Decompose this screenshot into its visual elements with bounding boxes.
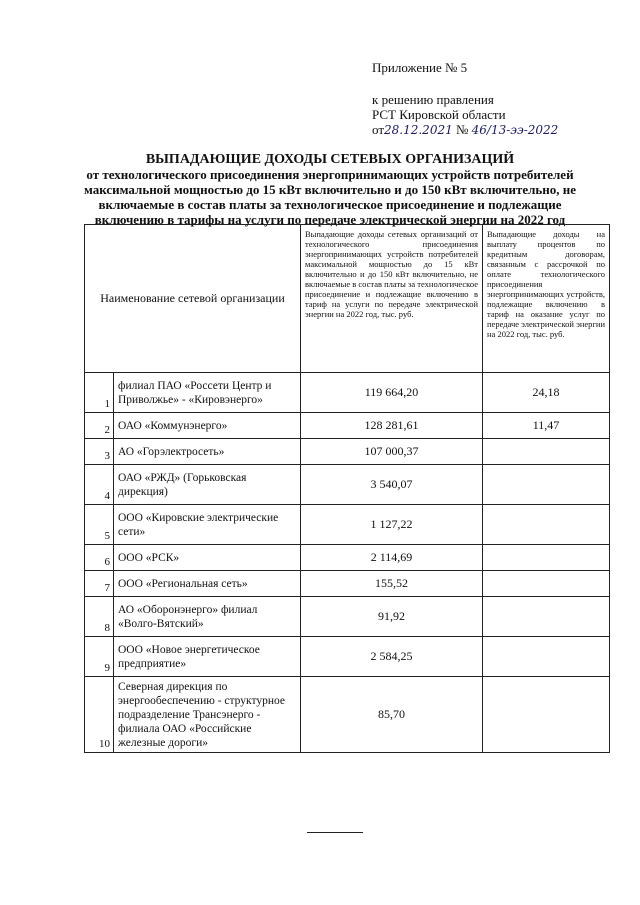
row-value-2: 11,47: [483, 413, 610, 439]
attachment-label: Приложение № 5: [372, 60, 468, 75]
table-row: [85, 677, 610, 753]
row-name: ООО «Региональная сеть»: [114, 571, 301, 597]
row-value-2: [483, 545, 610, 571]
row-number: 6: [85, 545, 114, 571]
title-line-1: ВЫПАДАЮЩИЕ ДОХОДЫ СЕТЕВЫХ ОРГАНИЗАЦИЙ: [145, 152, 515, 167]
row-number: 10: [85, 677, 114, 753]
row-value-1: 107 000,37: [301, 439, 483, 465]
table-row: [85, 597, 610, 637]
row-name: ООО «Новое энергетическое предприятие»: [114, 637, 301, 677]
row-number: 8: [85, 597, 114, 637]
decision-line-2: РСТ Кировской области: [372, 107, 506, 122]
row-value-1: 91,92: [301, 597, 483, 637]
row-number: 5: [85, 505, 114, 545]
table-row: [85, 413, 610, 439]
document-title: [70, 152, 590, 227]
row-number: 2: [85, 413, 114, 439]
row-number: 1: [85, 373, 114, 413]
row-name: ОАО «РЖД» (Горьковская дирекция): [114, 465, 301, 505]
row-number: 9: [85, 637, 114, 677]
row-value-1: 119 664,20: [301, 373, 483, 413]
income-table: [84, 224, 610, 753]
row-name: АО «Оборонэнерго» филиал «Волго-Вятский»: [114, 597, 301, 637]
row-value-1: 3 540,07: [301, 465, 483, 505]
row-name: филиал ПАО «Россети Центр и Приволжье» - «Кировэнерго»: [114, 373, 301, 413]
row-number: 4: [85, 465, 114, 505]
row-value-1: 85,70: [301, 677, 483, 753]
date-value: 28.12.2021: [384, 123, 453, 137]
row-name: ООО «РСК»: [114, 545, 301, 571]
table-row: [85, 465, 610, 505]
date-prefix: от: [372, 122, 385, 137]
row-value-2: 24,18: [483, 373, 610, 413]
header-col2: Выпадающие доходы на выплату процентов по кредитным договорам, связанным с рассрочкой по оплате технологического присоединения энергопринимающих устройств, подлежащие включению в тариф на оказание услуг по передаче электрической энергии на 2022 год, тыс. руб.: [483, 225, 610, 373]
row-value-2: [483, 465, 610, 505]
decision-date-line: [372, 122, 558, 138]
table-row: [85, 439, 610, 465]
row-value-2: [483, 439, 610, 465]
number-value: 46/13-ээ-2022: [471, 123, 559, 137]
header-col1: Выпадающие доходы сетевых организаций от технологического присоединения энергопринимающих устройств потребителей максимальной мощностью до 15 кВт включительно и до 150 кВт включительно, не включаемые в состав платы за технологическое присоединение и подлежащие включению в тариф на услуги по передаче электрической энергии на 2022 год, тыс. руб.: [301, 225, 483, 373]
row-value-1: 2 584,25: [301, 637, 483, 677]
row-name: Северная дирекция по энергообеспечению - структурное подразделение Трансэнерго - филиала ОАО «Российские железные дороги»: [114, 677, 301, 753]
row-value-1: 1 127,22: [301, 505, 483, 545]
title-line-2: от технологического присоединения энергопринимающих устройств потребителей максимальной мощностью до 15 кВт включительно и до 150 кВт включительно, не включаемые в состав платы за технологическое присоединение и подлежащие включению в тарифы на услуги по передаче электрической энергии на 2022 год: [83, 167, 577, 227]
table-row: [85, 571, 610, 597]
table-header-row: [85, 225, 610, 373]
table-row: [85, 505, 610, 545]
row-value-2: [483, 597, 610, 637]
row-name: АО «Горэлектросеть»: [114, 439, 301, 465]
row-value-2: [483, 637, 610, 677]
decision-line-1: к решению правления: [372, 92, 494, 107]
decision-reference: [372, 92, 558, 138]
footer-divider: [307, 832, 363, 833]
row-name: ООО «Кировские электрические сети»: [114, 505, 301, 545]
row-value-1: 128 281,61: [301, 413, 483, 439]
row-value-1: 2 114,69: [301, 545, 483, 571]
row-value-1: 155,52: [301, 571, 483, 597]
header-name: Наименование сетевой организации: [85, 225, 301, 373]
row-number: 7: [85, 571, 114, 597]
row-number: 3: [85, 439, 114, 465]
table-row: [85, 637, 610, 677]
row-value-2: [483, 505, 610, 545]
table-row: [85, 545, 610, 571]
row-name: ОАО «Коммунэнерго»: [114, 413, 301, 439]
table-row: [85, 373, 610, 413]
row-value-2: [483, 571, 610, 597]
number-prefix: №: [455, 122, 469, 137]
row-value-2: [483, 677, 610, 753]
